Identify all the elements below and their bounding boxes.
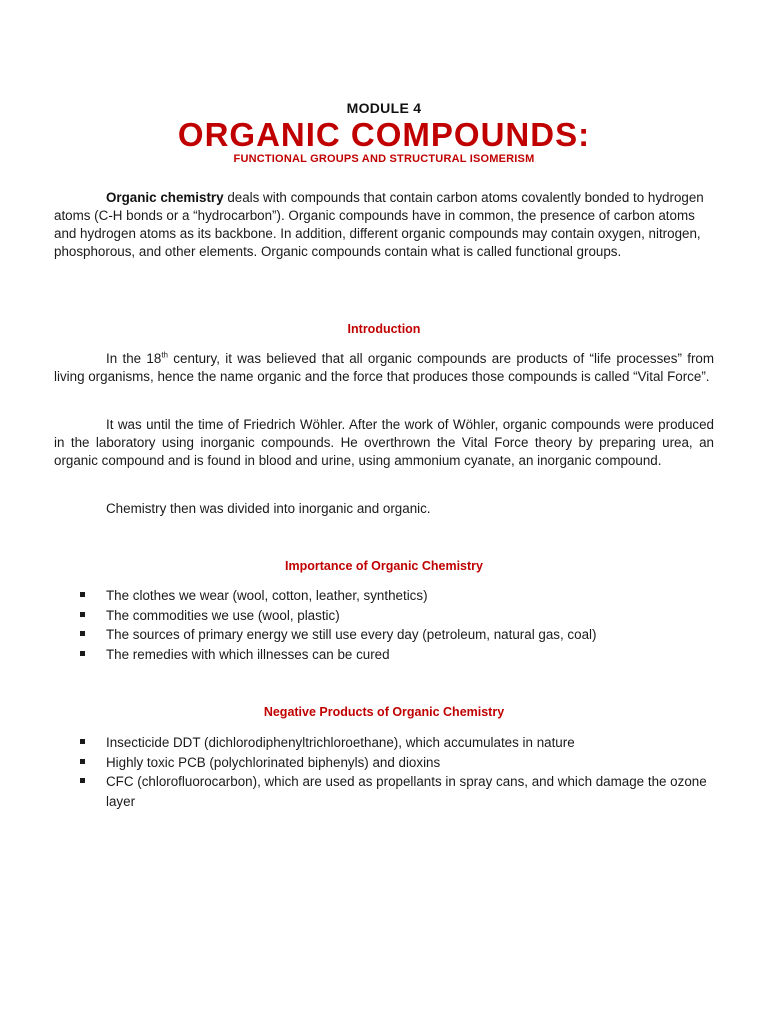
list-item	[80, 645, 720, 665]
page-subtitle: FUNCTIONAL GROUPS AND STRUCTURAL ISOMERISM	[233, 153, 535, 165]
square-bullet-icon	[80, 612, 85, 617]
introduction-heading: Introduction	[347, 322, 421, 336]
list-item	[80, 606, 720, 626]
list-item-text: The commodities we use (wool, plastic)	[106, 607, 340, 623]
square-bullet-icon	[80, 739, 85, 744]
importance-list	[80, 586, 720, 664]
list-item-text: Highly toxic PCB (polychlorinated biphenyls) and dioxins	[106, 754, 441, 770]
p2-text: It was until the time of Friedrich Wöhler. After the work of Wöhler, organic compounds were produced in the laboratory using inorganic compounds. He overthrown the Vital Force theory by preparing urea, an organic compound and is found in blood and urine, using ammonium cyanate, an inorganic compound.	[54, 417, 714, 468]
list-item-text: The sources of primary energy we still use every day (petroleum, natural gas, coal)	[106, 627, 597, 642]
intro-text: deals with compounds that contain carbon atoms covalently bonded to hydrogen atoms (C-H bonds or a “hydrocarbon”). Organic compounds have in common, the presence of carbon atoms and hydrogen atoms as its backbone. In addition, different organic compounds may contain oxygen, nitrogen, phosphorous, and other elements. Organic compounds contain what is called functional groups.	[54, 190, 704, 259]
list-item	[80, 625, 720, 645]
p1-superscript: th	[161, 350, 168, 360]
list-item	[80, 733, 720, 753]
square-bullet-icon	[80, 631, 85, 636]
square-bullet-icon	[80, 759, 85, 764]
introduction-paragraph-2	[54, 416, 714, 470]
p1-before: In the 18	[106, 351, 162, 366]
list-item-text: The remedies with which illnesses can be cured	[106, 646, 390, 662]
p1-after: century, it was believed that all organic compounds are products of “life processes” from living organisms, hence the name organic and the force that produces those compounds is called “Vital Force”.	[54, 351, 715, 384]
negative-heading: Negative Products of Organic Chemistry	[263, 705, 505, 719]
list-item-text: Insecticide DDT (dichlorodiphenyltrichloroethane), which accumulates in nature	[106, 735, 575, 750]
list-item-text: The clothes we wear (wool, cotton, leather, synthetics)	[106, 588, 428, 603]
square-bullet-icon	[80, 592, 85, 597]
square-bullet-icon	[80, 778, 85, 783]
list-item-text: CFC (chlorofluorocarbon), which are used as propellants in spray cans, and which damage the ozone layer	[106, 774, 707, 809]
importance-heading: Importance of Organic Chemistry	[285, 559, 483, 573]
list-item	[80, 772, 720, 811]
page-title: ORGANIC COMPOUNDS:	[177, 116, 591, 153]
list-item	[80, 753, 720, 773]
introduction-paragraph-1	[54, 350, 714, 386]
module-label: MODULE 4	[346, 100, 422, 116]
list-item	[80, 586, 720, 606]
intro-bold-term: Organic chemistry	[106, 190, 224, 205]
square-bullet-icon	[80, 651, 85, 656]
introduction-paragraph-3	[54, 500, 714, 518]
intro-paragraph	[54, 189, 714, 261]
p3-text: Chemistry then was divided into inorganic and organic.	[106, 501, 431, 516]
negative-list	[80, 733, 720, 811]
